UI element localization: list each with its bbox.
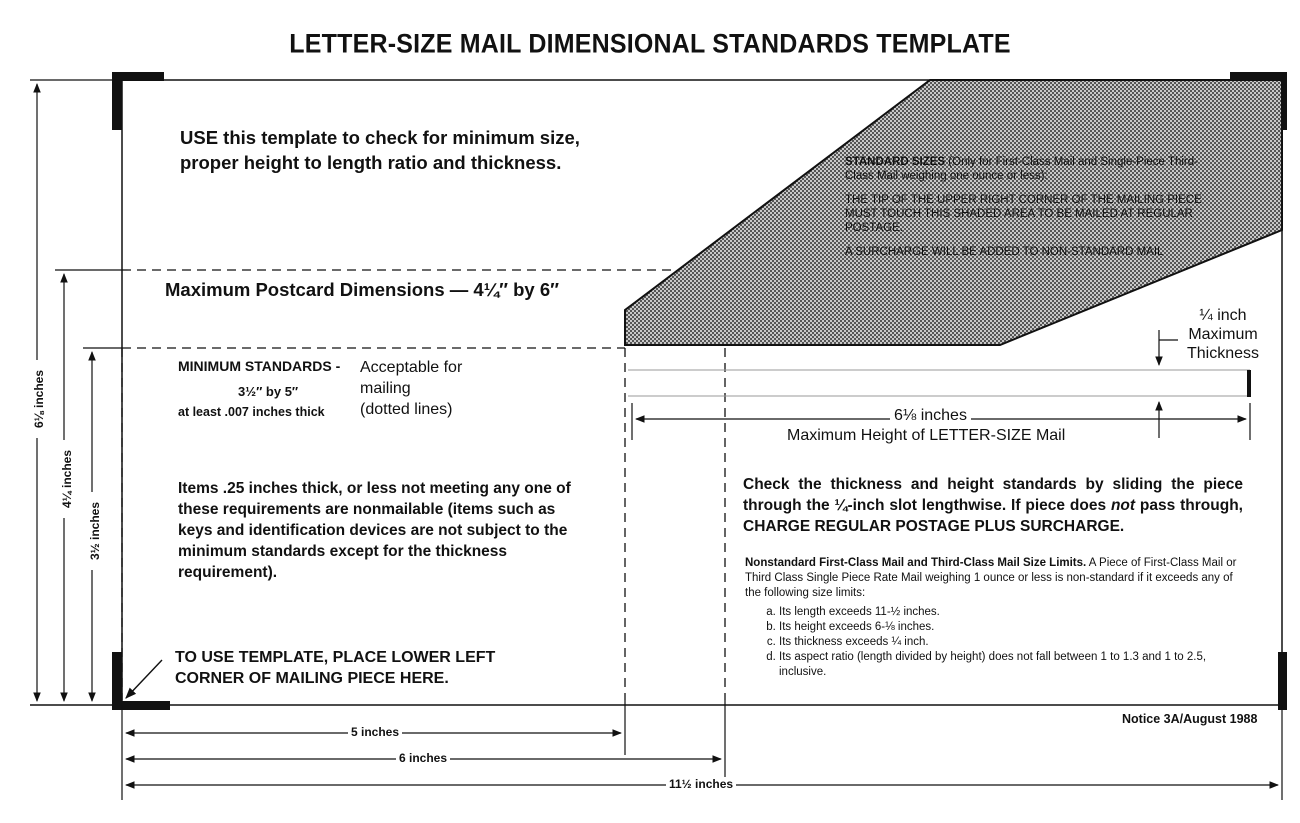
minimum-size: 3½″ by 5″ bbox=[238, 384, 299, 399]
standard-sizes-box bbox=[845, 155, 1225, 269]
minimum-thickness: at least .007 inches thick bbox=[178, 405, 325, 419]
check-text-2: pass through, CHARGE REGULAR POSTAGE PLUS SURCHARGE. bbox=[743, 497, 1243, 535]
check-text-1: Check the thickness and height standards by sliding the piece through the ¼-inch slot lengthwise. If piece does bbox=[743, 476, 1243, 514]
placement-line-2: CORNER OF MAILING PIECE HERE. bbox=[175, 670, 449, 687]
check-instructions bbox=[743, 474, 1243, 537]
acceptable-line-3: (dotted lines) bbox=[360, 401, 453, 418]
check-emphasis: not bbox=[1110, 497, 1136, 514]
nonstandard-limits bbox=[745, 556, 1250, 680]
placement-instruction bbox=[175, 647, 495, 689]
acceptable-note bbox=[360, 357, 462, 420]
minimum-standards-heading: MINIMUM STANDARDS - bbox=[178, 358, 341, 374]
dim-11-half-inches: 11½ inches bbox=[666, 777, 736, 791]
nonmailable-items-text: Items .25 inches thick, or less not meeting any one of these requirements are nonmailable (items such as keys and identification devices are not subject to the minimum standards except for the thickness requirement). bbox=[178, 480, 571, 581]
page-title: LETTER-SIZE MAIL DIMENSIONAL STANDARDS TEMPLATE bbox=[289, 28, 1011, 60]
limit-item: d. Its aspect ratio (length divided by height) does not fall between 1 to 1.3 and 1 to 2.5, inclusive. bbox=[779, 650, 1250, 680]
postcard-dimensions-label: Maximum Postcard Dimensions — 4¼″ by 6″ bbox=[165, 279, 560, 300]
intro-text: USE this template to check for minimum size, proper height to length ratio and thickness. bbox=[180, 127, 580, 173]
standard-sizes-heading: STANDARD SIZES bbox=[845, 156, 946, 168]
placement-line-1: TO USE TEMPLATE, PLACE LOWER LEFT bbox=[175, 649, 496, 666]
standard-surcharge-text: A SURCHARGE WILL BE ADDED TO NON-STANDARD MAIL bbox=[845, 246, 1164, 258]
thickness-label bbox=[1178, 306, 1268, 363]
nonstandard-intro: A Piece of First-Class Mail or Third Class Single Piece Rate Mail weighing 1 ounce or less is non-standard if it exceeds any of the following size limits: bbox=[745, 557, 1237, 599]
corner-pointer-arrow bbox=[126, 660, 162, 698]
dim-5-inches: 5 inches bbox=[348, 725, 402, 739]
standard-tip-text: THE TIP OF THE UPPER RIGHT CORNER OF THE MAILING PIECE MUST TOUCH THIS SHADED AREA TO BE MAILED AT REGULAR POSTAGE. bbox=[845, 194, 1202, 234]
acceptable-line-1: Acceptable for bbox=[360, 359, 463, 376]
standard-sizes-scope: (Only for First-Class Mail and Single-Piece Third-Class Mail weighing one ounce or less): bbox=[845, 156, 1198, 182]
limit-item: a. Its length exceeds 11-½ inches. bbox=[779, 605, 1250, 620]
limits-list bbox=[745, 605, 1250, 680]
thickness-label-line-3: Thickness bbox=[1186, 345, 1260, 362]
dim-3-half-vertical: 3½ inches bbox=[88, 492, 102, 570]
thickness-label-line-1: ¼ inch bbox=[1199, 307, 1247, 324]
dim-4-quarter-vertical: 4¼ inches bbox=[60, 440, 74, 518]
notice-label: Notice 3A/August 1988 bbox=[1122, 712, 1258, 726]
height-dimension-label: 6⅛ inches bbox=[890, 407, 971, 425]
limit-item: c. Its thickness exceeds ¼ inch. bbox=[779, 635, 1250, 650]
nonstandard-heading: Nonstandard First-Class Mail and Third-Class Mail Size Limits. bbox=[745, 557, 1087, 569]
limit-item: b. Its height exceeds 6-⅛ inches. bbox=[779, 620, 1250, 635]
thickness-label-line-2: Maximum bbox=[1188, 326, 1258, 343]
acceptable-line-2: mailing bbox=[360, 380, 411, 397]
dim-6-inches: 6 inches bbox=[396, 751, 450, 765]
max-height-label: Maximum Height of LETTER-SIZE Mail bbox=[787, 427, 1066, 444]
dim-6-eighth-vertical: 6⅛ inches bbox=[32, 360, 46, 438]
